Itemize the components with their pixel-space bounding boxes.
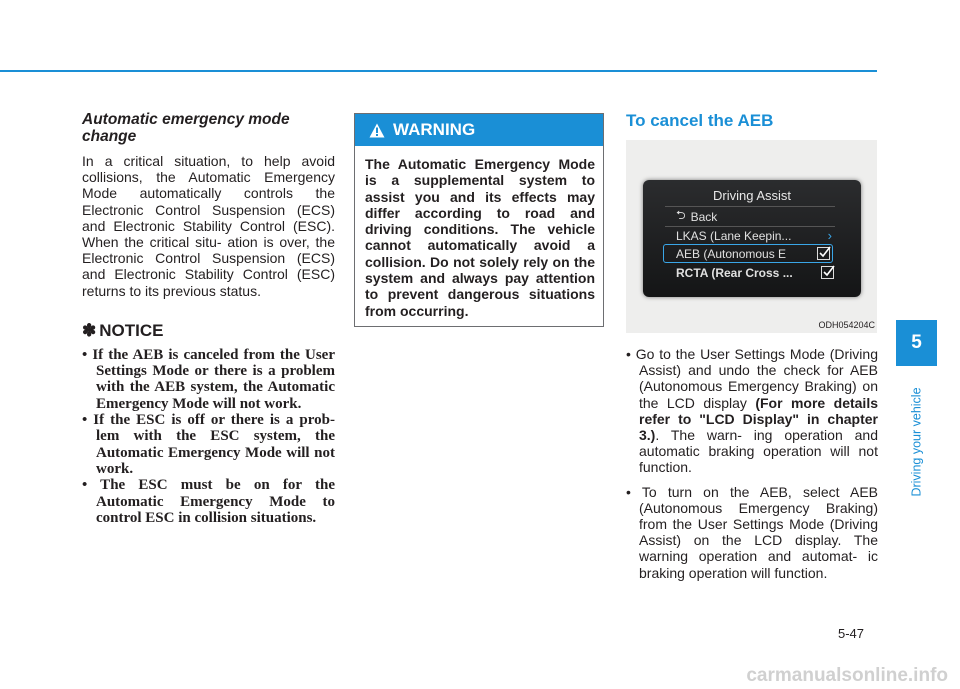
- step-item: [626, 346, 878, 476]
- cancel-aeb-steps: [626, 346, 878, 589]
- notice-item: • The ESC must be on for the Automatic Emergency Mode to control ESC in collision situations.: [82, 477, 335, 526]
- watermark: carmanualsonline.info: [746, 665, 948, 686]
- left-column: [82, 111, 335, 526]
- lcd-row-label: AEB (Autonomous E: [676, 246, 787, 261]
- section-heading-emergency-mode: Automatic emergency mode change: [82, 111, 290, 145]
- step-reference: (For more details refer to "LCD Display" in chapter 3.): [639, 394, 878, 444]
- step-text: . The warn- ing operation and automatic braking operation will not function.: [639, 427, 878, 476]
- notice-star-icon: ✽: [82, 320, 97, 340]
- image-code: ODH054204C: [818, 320, 875, 330]
- notice-heading: [82, 321, 335, 341]
- chapter-label: [896, 372, 937, 512]
- warning-text: The Automatic Emergency Mode is a supplemental system to assist you and its effects may differ according to road and driving conditions. The vehicle cannot automatically avoid a collision. Do not solely rely on the system and always pay attention to prevent dangerous situations from occurring.: [365, 156, 595, 319]
- checkbox-checked-icon: [821, 266, 834, 279]
- header-rule: [0, 70, 877, 72]
- lcd-row-rcta: [676, 263, 836, 282]
- notice-item: • If the ESC is off or there is a prob- lem with the ESC system, the Automatic Emergency Mode will not work.: [82, 412, 335, 477]
- warning-title: WARNING: [393, 120, 476, 139]
- lcd-row-aeb: [663, 244, 833, 263]
- chapter-tab: 5: [896, 320, 937, 366]
- chapter-label-text: Driving your vehicle: [909, 387, 924, 497]
- lcd-row-label: LKAS (Lane Keepin...: [676, 228, 792, 243]
- cancel-aeb-heading: To cancel the AEB: [626, 111, 774, 130]
- lcd-row-lkas: [676, 226, 836, 245]
- warning-header: [355, 114, 603, 146]
- lcd-screen: [643, 180, 861, 297]
- notice-list: [82, 347, 335, 526]
- lcd-title: Driving Assist: [712, 188, 792, 203]
- emergency-mode-paragraph: In a critical situation, to help avoid collisions, the Automatic Emergency Mode automatically controls the Electronic Control Suspension (ECS) and Electronic Stability Control (ESC). When the critical situ- ation is over, the Electronic Control Suspension (ECS) and Electronic Stability Control (ESC) returns to its previous status.: [82, 153, 335, 299]
- warning-triangle-icon: [369, 123, 385, 138]
- step-text: • Go to the User Settings Mode (Driving Assist) and undo the check for AEB (Autonomous Emergency Braking) on the LCD display: [626, 346, 878, 411]
- warning-box: [354, 113, 604, 327]
- right-column: [626, 111, 879, 131]
- step-item: • To turn on the AEB, select AEB (Autonomous Emergency Braking) from the User Settings Mode (Driving Assist) on the LCD display. The warning operation and automat- ic braking operation will function.: [626, 483, 878, 581]
- lcd-illustration: [626, 140, 877, 333]
- back-arrow-icon: ⮌: [676, 208, 686, 222]
- notice-title-text: NOTICE: [99, 320, 164, 340]
- lcd-row-label: RCTA (Rear Cross ...: [676, 265, 793, 280]
- lcd-back-label: Back: [690, 209, 718, 224]
- lcd-back-row: [676, 207, 836, 226]
- notice-item: • If the AEB is canceled from the User Settings Mode or there is a problem with the AEB system, the Automatic Emergency Mode will not work.: [82, 346, 335, 412]
- page-number: 5-47: [838, 626, 865, 641]
- checkbox-checked-icon: [817, 247, 830, 260]
- chevron-right-icon: ›: [827, 228, 832, 243]
